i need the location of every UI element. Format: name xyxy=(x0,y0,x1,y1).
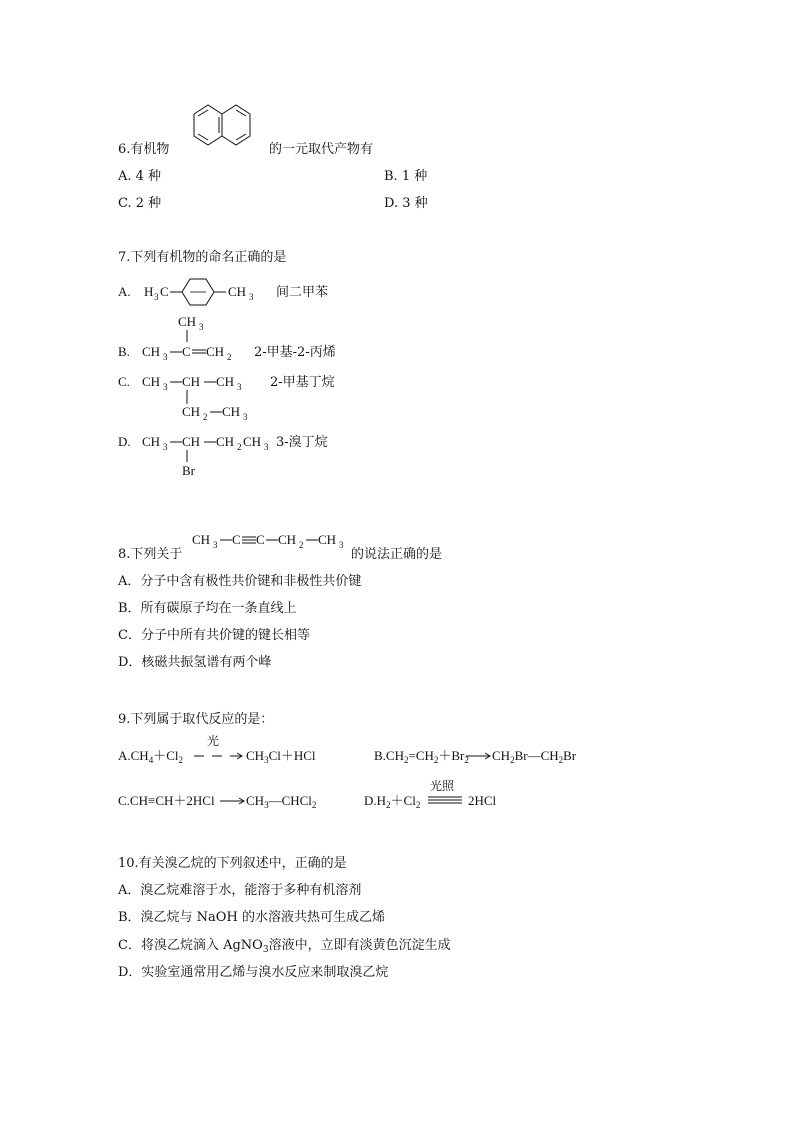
q9-option-b-right xyxy=(492,748,576,764)
q9-a-p1: A.CH xyxy=(118,748,149,763)
q9-c-p3: CH xyxy=(246,793,265,808)
q7-option-b-structure xyxy=(118,312,378,362)
q7-c-ch-4: CH xyxy=(182,404,201,419)
q10-c-part2: 溶液中，立即有淡黄色沉淀生成 xyxy=(268,938,451,953)
q7-a-h-sub: 3 xyxy=(154,292,159,302)
q9-b-s4: 2 xyxy=(510,755,515,765)
q9-d-s2: 2 xyxy=(415,800,421,810)
q9-option-a-left xyxy=(118,748,183,764)
q9-d-condition: 光照 xyxy=(430,779,455,793)
q8-structure xyxy=(192,530,352,554)
q7-c-name: 2-甲基丁烷 xyxy=(270,375,335,390)
q9-a-arrow-icon xyxy=(192,748,244,764)
q9-b-s2: 2 xyxy=(433,755,439,765)
q9-a-condition: 光 xyxy=(207,734,220,748)
q7-a-ch3: CH xyxy=(228,284,247,299)
q7-b-ch: CH xyxy=(142,344,161,359)
q7-d-label: D. xyxy=(118,434,131,449)
q7-d-name: 3-溴丁烷 xyxy=(276,435,328,450)
q9-b-p2: =CH xyxy=(408,748,434,763)
q8-sub-2: 2 xyxy=(299,540,304,550)
q7-d-sub-3: 2 xyxy=(237,442,242,452)
q7-stem: 7.下列有机物的命名正确的是 xyxy=(118,250,287,265)
q9-b-s1: 2 xyxy=(403,755,409,765)
q10-option-d: D．实验室通常用乙烯与溴水反应来制取溴乙烷 xyxy=(118,965,389,980)
naphthalene-structure-icon xyxy=(188,100,268,154)
q6-option-b: B. 1 种 xyxy=(384,169,428,184)
q9-a-p3: CH xyxy=(246,748,265,763)
q7-d-sub-4: 3 xyxy=(264,442,269,452)
q7-b-label: B. xyxy=(118,344,130,359)
q9-b-s3: 2 xyxy=(464,755,469,765)
q7-b-ch-sub: 3 xyxy=(163,352,168,362)
q10-option-a: A．溴乙烷难溶于水，能溶于多种有机溶剂 xyxy=(118,883,362,898)
q8-c-2: C xyxy=(256,532,265,547)
q9-a-s2: 2 xyxy=(178,755,183,765)
q9-c-s4: 2 xyxy=(311,800,317,810)
q8-stem-prefix: 8.下列关于 xyxy=(118,547,183,562)
q7-b-ch2: CH xyxy=(206,344,225,359)
q7-d-ch-3: CH xyxy=(216,434,235,449)
q8-option-d: D．核磁共振氢谱有两个峰 xyxy=(118,655,272,670)
q9-a-p2: ＋Cl xyxy=(153,748,179,763)
q7-b-ch2-sub: 2 xyxy=(227,352,232,362)
q7-c-sub-1: 3 xyxy=(163,382,168,392)
q6-stem-suffix: 的一元取代产物有 xyxy=(269,142,374,157)
q6-stem-prefix: 6.有机物 xyxy=(118,142,170,157)
q9-option-c-left xyxy=(118,793,215,809)
q10-c-sub: 3 xyxy=(262,945,269,955)
q9-b-s5: 2 xyxy=(558,755,564,765)
q7-a-label: A. xyxy=(118,284,131,299)
q9-d-s1: 2 xyxy=(386,800,391,810)
q9-c-p4: —CHCl xyxy=(268,793,312,808)
q7-a-c: C xyxy=(160,284,169,299)
q8-stem-suffix: 的说法正确的是 xyxy=(351,547,443,562)
q9-b-arrow-icon xyxy=(466,748,492,764)
q7-c-label: C. xyxy=(118,374,130,389)
q10-stem: 10.有关溴乙烷的下列叙述中，正确的是 xyxy=(118,856,347,871)
q9-option-a-right xyxy=(246,748,316,764)
q8-option-c: C．分子中所有共价键的键长相等 xyxy=(118,628,310,643)
q7-b-c: C xyxy=(182,344,191,359)
q9-c-arrow-icon xyxy=(220,793,246,809)
q7-d-ch-2: CH xyxy=(182,434,201,449)
q7-a-name: 间二甲苯 xyxy=(276,285,329,300)
q9-b-p1: B.CH xyxy=(374,748,404,763)
q6-option-c: C. 2 种 xyxy=(118,196,162,211)
q7-c-sub-4: 2 xyxy=(203,412,208,422)
q8-ch-2: CH xyxy=(278,532,297,547)
q9-c-p2: CH＋2HCl xyxy=(155,793,215,808)
q7-d-sub-1: 3 xyxy=(163,442,168,452)
q7-a-h: H xyxy=(144,284,154,299)
q9-b-p6: Br xyxy=(563,748,577,763)
q9-b-p5: Br—CH xyxy=(514,748,559,763)
q9-option-b-left xyxy=(374,748,469,764)
q7-option-a-structure xyxy=(118,275,358,311)
q10-option-b: B．溴乙烷与 NaOH 的水溶液共热可生成乙烯 xyxy=(118,910,385,925)
q7-c-ch-3: CH xyxy=(216,374,235,389)
q7-b-top-ch: CH xyxy=(178,314,197,329)
q7-c-ch-5: CH xyxy=(222,404,241,419)
q8-c-1: C xyxy=(232,532,241,547)
q7-option-c-structure xyxy=(118,370,378,426)
q7-d-ch-1: CH xyxy=(142,434,161,449)
q9-a-s3: 3 xyxy=(264,755,269,765)
q7-c-sub-5: 3 xyxy=(243,412,248,422)
q8-option-a: A．分子中含有极性共价键和非极性共价键 xyxy=(118,574,362,589)
q9-a-s1: 4 xyxy=(148,755,154,765)
q7-d-br: Br xyxy=(182,463,195,478)
q9-c-triple-bond: ≡ xyxy=(147,793,156,808)
q9-d-product: 2HCl xyxy=(468,793,497,808)
q10-c-part1: C．将溴乙烷滴入 AgNO xyxy=(118,938,263,953)
q6-option-a: A. 4 种 xyxy=(118,169,162,184)
q6-option-d: D. 3 种 xyxy=(384,196,428,211)
q7-b-top-sub: 3 xyxy=(199,322,204,332)
q9-option-d-left xyxy=(364,793,420,809)
q7-option-d-structure xyxy=(118,430,378,480)
q9-c-s3: 3 xyxy=(264,800,269,810)
q7-c-ch-2: CH xyxy=(182,374,201,389)
q8-sub-1: 3 xyxy=(213,540,218,550)
q8-ch-3: CH xyxy=(318,532,337,547)
q8-ch-1: CH xyxy=(192,532,211,547)
q9-a-p4: Cl＋HCl xyxy=(268,748,316,763)
q9-b-p3: ＋Br xyxy=(438,748,465,763)
q9-d-equals-icon xyxy=(428,794,464,806)
q9-d-p1: D.H xyxy=(364,793,387,808)
q7-d-ch-4: CH xyxy=(243,434,262,449)
q9-d-p2: ＋Cl xyxy=(390,793,416,808)
q7-b-name: 2-甲基-2-丙烯 xyxy=(254,345,336,360)
q10-option-c xyxy=(118,938,451,954)
q7-c-sub-3: 3 xyxy=(237,382,242,392)
q8-option-b: B．所有碳原子均在一条直线上 xyxy=(118,601,297,616)
q7-c-ch-1: CH xyxy=(142,374,161,389)
q9-stem: 9.下列属于取代反应的是： xyxy=(118,712,274,727)
q7-a-ch3-sub: 3 xyxy=(249,292,254,302)
q9-option-c-right xyxy=(246,793,316,809)
q8-sub-3: 3 xyxy=(339,540,344,550)
q9-c-p1: C.CH xyxy=(118,793,148,808)
q9-b-p4: CH xyxy=(492,748,511,763)
